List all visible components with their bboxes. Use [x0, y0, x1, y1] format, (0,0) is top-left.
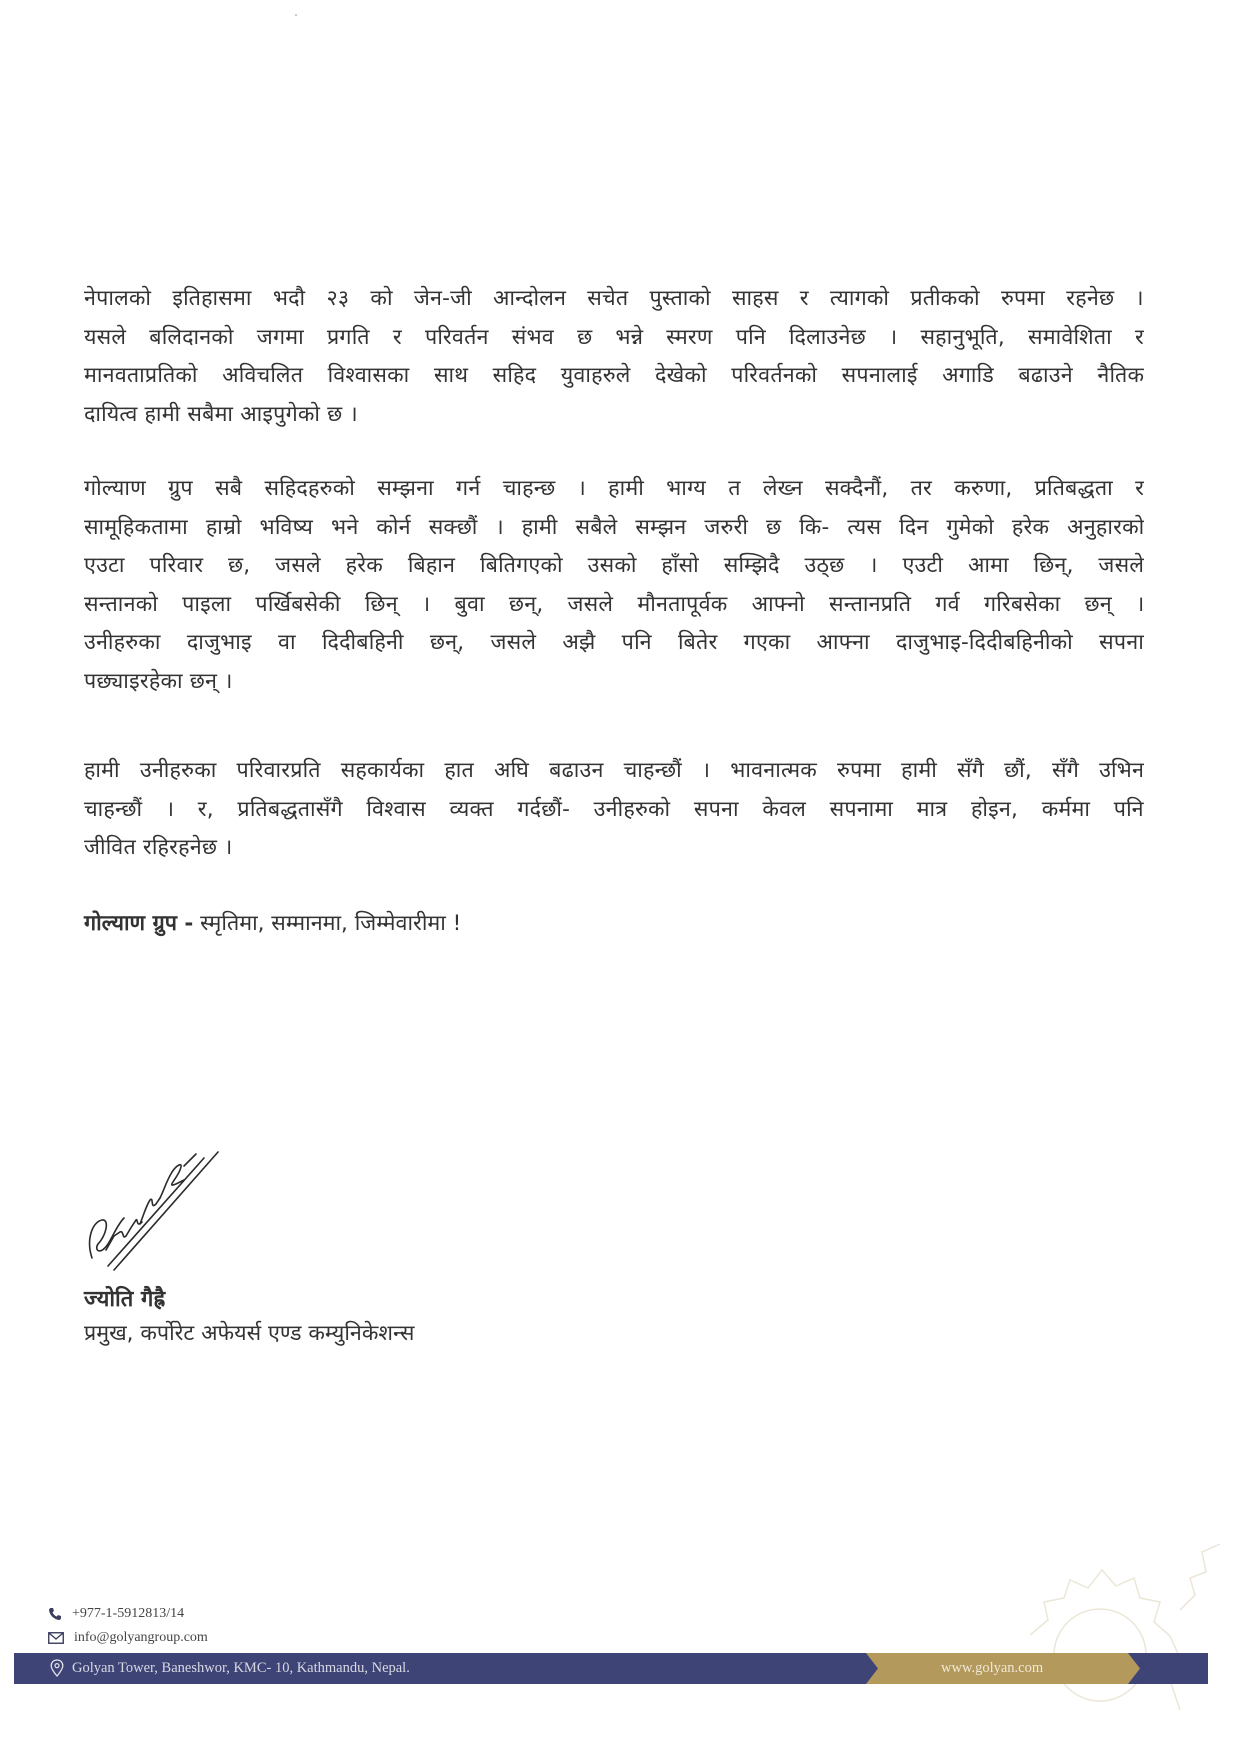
paragraph-line: एउटा परिवार छ, जसले हरेक बिहान बितिगएको उसको हाँसो सम्झिदै उठ्छ । एउटी आमा छिन्, जसले	[84, 553, 1144, 578]
paragraph-line: पछ्याइरहेका छन् ।	[84, 668, 233, 694]
paragraph-line: चाहन्छौं । र, प्रतिबद्धतासँगै विश्वास व्यक्त गर्दछौं- उनीहरुको सपना केवल सपनामा मात्र होइन, कर्ममा पनि	[84, 796, 1144, 822]
paragraph-line: उनीहरुका दाजुभाइ वा दिदीबहिनी छन्, जसले अझै पनि बितेर गएका आफ्ना दाजुभाइ-दिदीबहिनीको सपना	[84, 630, 1144, 655]
slogan-text: स्मृतिमा, सम्मानमा, जिम्मेवारीमा !	[193, 911, 462, 936]
paragraph-line: गोल्याण ग्रुप सबै सहिदहरुको सम्झना गर्न चाहन्छ । हामी भाग्य त लेख्न सक्दैनौं, तर करुणा, प्रतिबद्धता र	[84, 476, 1144, 501]
footer-email	[48, 1630, 208, 1646]
signature-drawing	[84, 1140, 234, 1290]
handwritten-signature	[84, 1140, 234, 1290]
paragraph-line: मानवताप्रतिको अविचलित विश्वासका साथ सहिद युवाहरुले देखेको परिवर्तनको सपनालाई अगाडि बढाउने नैतिक	[84, 363, 1144, 388]
email-address[interactable]: info@golyangroup.com	[74, 1630, 208, 1645]
paragraph-2	[84, 470, 1144, 701]
paragraph-line: दायित्व हामी सबैमा आइपुगेको छ ।	[84, 401, 358, 427]
paragraph-line: हामी उनीहरुका परिवारप्रति सहकार्यका हात अघि बढाउन चाहन्छौं । भावनात्मक रुपमा हामी सँगै छौं, सँगै उभिन	[84, 758, 1144, 783]
slogan-company: गोल्याण ग्रुप -	[84, 911, 194, 936]
gear-watermark-icon	[1030, 1540, 1230, 1720]
paragraph-line: नेपालको इतिहासमा भदौ २३ को जेन-जी आन्दोलन सचेत पुस्ताको साहस र त्यागको प्रतीकको रुपमा रहनेछ ।	[84, 286, 1144, 311]
footer-address: Golyan Tower, Baneshwor, KMC- 10, Kathmandu, Nepal.	[72, 1660, 410, 1676]
signer-name: ज्योति गैह्रै	[84, 1287, 166, 1312]
paragraph-3	[84, 752, 1144, 868]
mail-icon	[48, 1632, 64, 1644]
paragraph-line: सन्तानको पाइला पर्खिबसेकी छिन् । बुवा छन्, जसले मौनतापूर्वक आफ्नो सन्तानप्रति गर्व गरिबसेका छन् ।	[84, 591, 1144, 617]
phone-icon	[48, 1607, 62, 1621]
paragraph-line: सामूहिकतामा हाम्रो भविष्य भने कोर्न सक्छौं । हामी सबैले सम्झन जरुरी छ कि- त्यस दिन गुमेको हरेक अनुहारको	[84, 514, 1144, 540]
footer-website-link[interactable]: www.golyan.com	[941, 1660, 1044, 1676]
scan-speck	[295, 14, 297, 16]
paragraph-line: यसले बलिदानको जगमा प्रगति र परिवर्तन संभव छ भन्ने स्मरण पनि दिलाउनेछ । सहानुभूति, समावेशिता र	[84, 324, 1144, 350]
closing-slogan	[84, 908, 461, 937]
location-pin-icon	[50, 1659, 64, 1677]
footer-phone	[48, 1606, 184, 1622]
paragraph-line: जीवित रहिरहनेछ ।	[84, 835, 233, 860]
phone-number[interactable]: +977-1-5912813/14	[72, 1606, 185, 1621]
signer-title: प्रमुख, कर्पोरेट अफेयर्स एण्ड कम्युनिकेशन्स	[84, 1321, 415, 1346]
paragraph-1	[84, 280, 1144, 434]
